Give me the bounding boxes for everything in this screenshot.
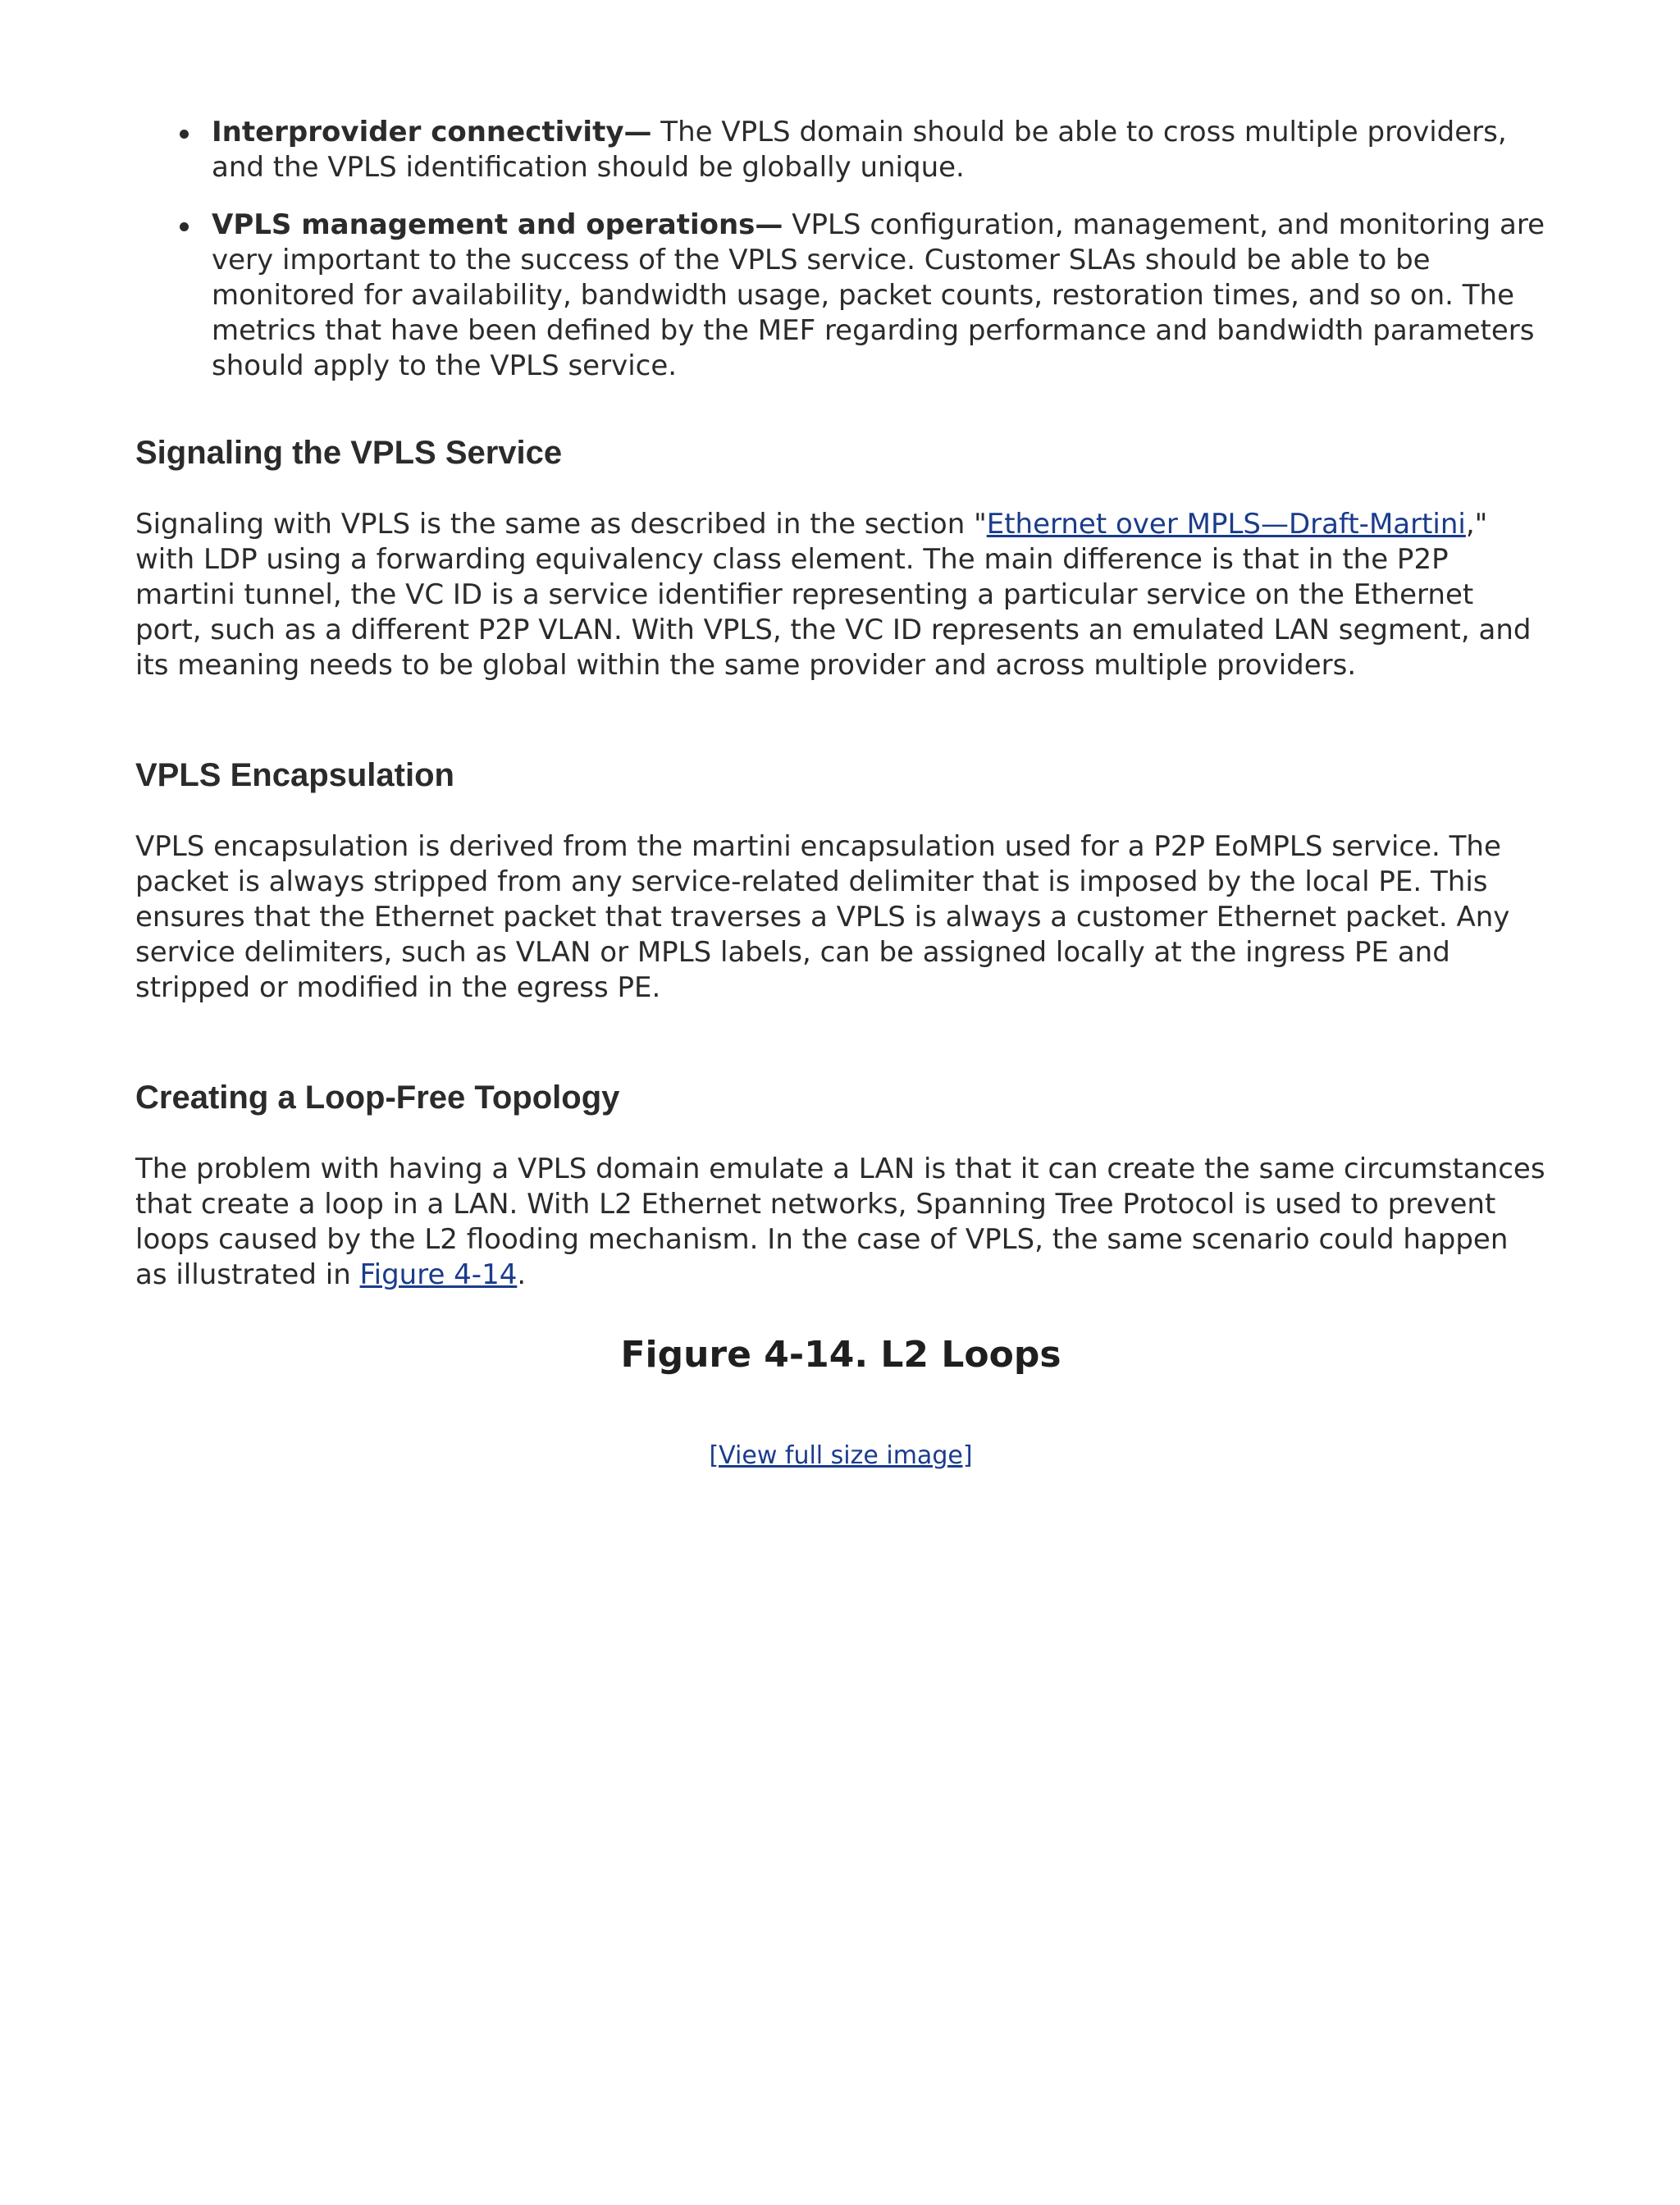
paragraph-text: The problem with having a VPLS domain emulate a LAN is that it can create the same circumstances that create a loop in a LAN. With L2 Ethernet networks, Spanning Tree Protocol is used to prevent loops caused by the L2 flooding mechanism. In the case of VPLS, the same scenario could happen as illustrated in	[135, 1153, 1545, 1291]
paragraph-signaling	[135, 507, 1546, 683]
paragraph-text: Signaling with VPLS is the same as described in the section "	[135, 508, 987, 541]
section-heading-loop-free: Creating a Loop-Free Topology	[135, 1080, 620, 1116]
list-item-management	[135, 208, 1546, 384]
requirements-list	[135, 115, 1546, 384]
view-full-size-link[interactable]: [View full size image]	[709, 1441, 973, 1470]
paragraph-text: ," with LDP using a forwarding equivalency class element. The main difference is that in the P2P martini tunnel, the VC ID is a service identifier representing a particular service on the Ethernet port, such as a different P2P VLAN. With VPLS, the VC ID represents an emulated LAN segment, and its meaning needs to be global within the same provider and across multiple providers.	[135, 508, 1532, 682]
link-figure-4-14[interactable]: Figure 4-14	[359, 1258, 518, 1291]
list-item-term: VPLS management and operations—	[212, 208, 783, 241]
paragraph-encapsulation: VPLS encapsulation is derived from the martini encapsulation used for a P2P EoMPLS service. The packet is always stripped from any service-related delimiter that is imposed by the local PE. This ensures that the Ethernet packet that traverses a VPLS is always a customer Ethernet packet. Any service delimiters, such as VLAN or MPLS labels, can be assigned locally at the ingress PE and stripped or modified in the egress PE.	[135, 830, 1510, 1004]
list-item-text: VPLS configuration, management, and monitoring are very important to the success of the VPLS service. Customer SLAs should be able to be monitored for availability, bandwidth usage, packet counts, restoration times, and so on. The metrics that have been defined by the MEF regarding performance and bandwidth parameters should apply to the VPLS service.	[212, 208, 1545, 382]
view-full-size-wrapper	[135, 1440, 1546, 1472]
list-item-text: The VPLS domain should be able to cross multiple providers, and the VPLS identification should be globally unique.	[212, 116, 1507, 184]
paragraph-text: .	[517, 1258, 527, 1291]
document-page	[135, 115, 1546, 1472]
paragraph-loop-free	[135, 1152, 1546, 1293]
link-ethernet-over-mpls[interactable]: Ethernet over MPLS—Draft-Martini	[986, 508, 1466, 541]
list-item-term: Interprovider connectivity—	[212, 116, 652, 148]
section-heading-signaling: Signaling the VPLS Service	[135, 435, 563, 471]
list-item-interprovider	[135, 115, 1546, 185]
section-heading-encapsulation: VPLS Encapsulation	[135, 757, 454, 793]
figure-title: Figure 4-14. L2 Loops	[620, 1334, 1061, 1376]
